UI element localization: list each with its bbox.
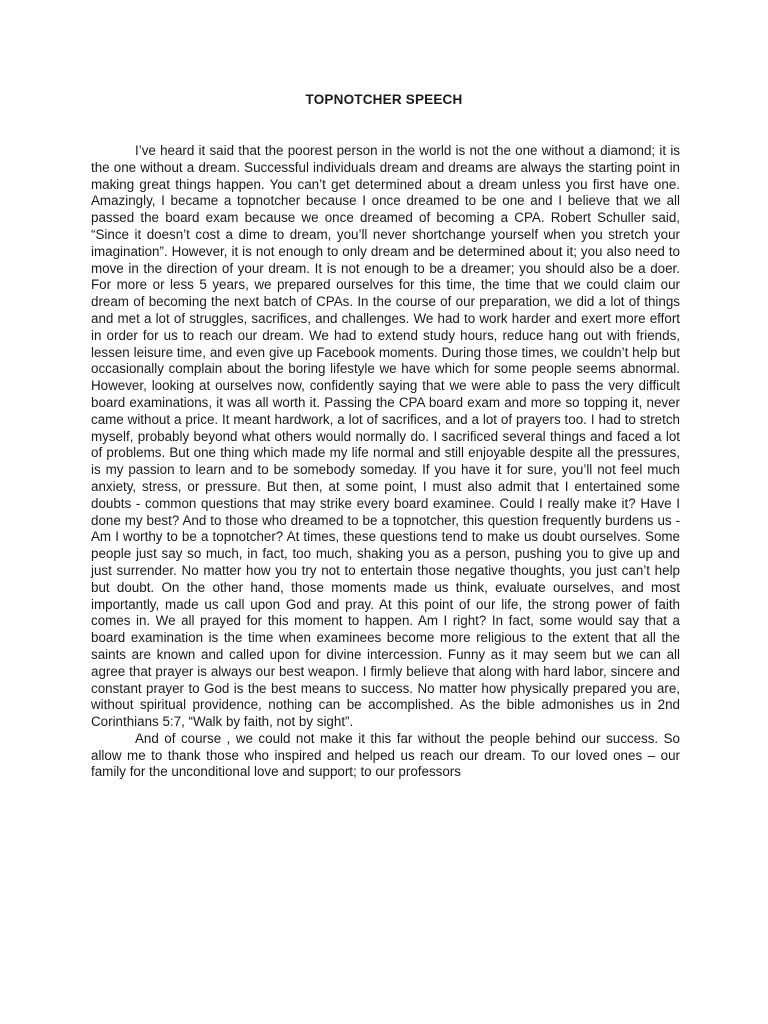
paragraph-2: And of course , we could not make it this far without the people behind our success. So allow me to thank those who inspired and helped us reach our dream. To our loved ones – our family for the unconditional love and support; to our professors	[91, 730, 680, 780]
document-body	[91, 143, 680, 781]
paragraph-1: I’ve heard it said that the poorest person in the world is not the one without a diamond; it is the one without a dream. Successful individuals dream and dreams are always the starting point in making great things happen. You can’t get determined about a dream unless you first have one. Amazingly, I became a topnotcher because I once dreamed to be one and I believe that we all passed the board exam because we once dreamed of becoming a CPA. Robert Schuller said, “Since it doesn’t cost a dime to dream, you’ll never shortchange yourself when you stretch your imagination”. However, it is not enough to only dream and be determined about it; you also need to move in the direction of your dream. It is not enough to be a dreamer; you should also be a doer. For more or less 5 years, we prepared ourselves for this time, the time that we could claim our dream of becoming the next batch of CPAs. In the course of our preparation, we did a lot of things and met a lot of struggles, sacrifices, and challenges. We had to work harder and exert more effort in order for us to reach our dream. We had to extend study hours, reduce hang out with friends, lessen leisure time, and even give up Facebook moments. During those times, we couldn’t help but occasionally complain about the boring lifestyle we have which for some people seems abnormal. However, looking at ourselves now, confidently saying that we were able to pass the very difficult board examinations, it was all worth it. Passing the CPA board exam and more so topping it, never came without a price. It meant hardwork, a lot of sacrifices, and a lot of prayers too. I had to stretch myself, probably beyond what others would normally do. I sacrificed several things and faced a lot of problems. But one thing which made my life normal and still enjoyable despite all the pressures, is my passion to learn and to be somebody someday. If you have it for sure, you’ll not feel much anxiety, stress, or pressure. But then, at some point, I must also admit that I entertained some doubts - common questions that may strike every board examinee. Could I really make it? Have I done my best? And to those who dreamed to be a topnotcher, this question frequently burdens us - Am I worthy to be a topnotcher? At times, these questions tend to make us doubt ourselves. Some people just say so much, in fact, too much, shaking you as a person, pushing you to give up and just surrender. No matter how you try not to entertain those negative thoughts, you just can’t help but doubt. On the other hand, those moments made us think, evaluate ourselves, and most importantly, made us call upon God and pray. At this point of our life, the strong power of faith comes in. We all prayed for this moment to happen. Am I right? In fact, some would say that a board examination is the time when examinees become more religious to the extent that all the saints are known and called upon for divine intercession. Funny as it may seem but we can all agree that prayer is always our best weapon. I firmly believe that along with hard labor, sincere and constant prayer to God is the best means to success. No matter how physically prepared you are, without spiritual providence, nothing can be accomplished. As the bible admonishes us in 2nd Corinthians 5:7, “Walk by faith, not by sight”.	[91, 143, 680, 730]
document-title: TOPNOTCHER SPEECH	[305, 92, 463, 107]
